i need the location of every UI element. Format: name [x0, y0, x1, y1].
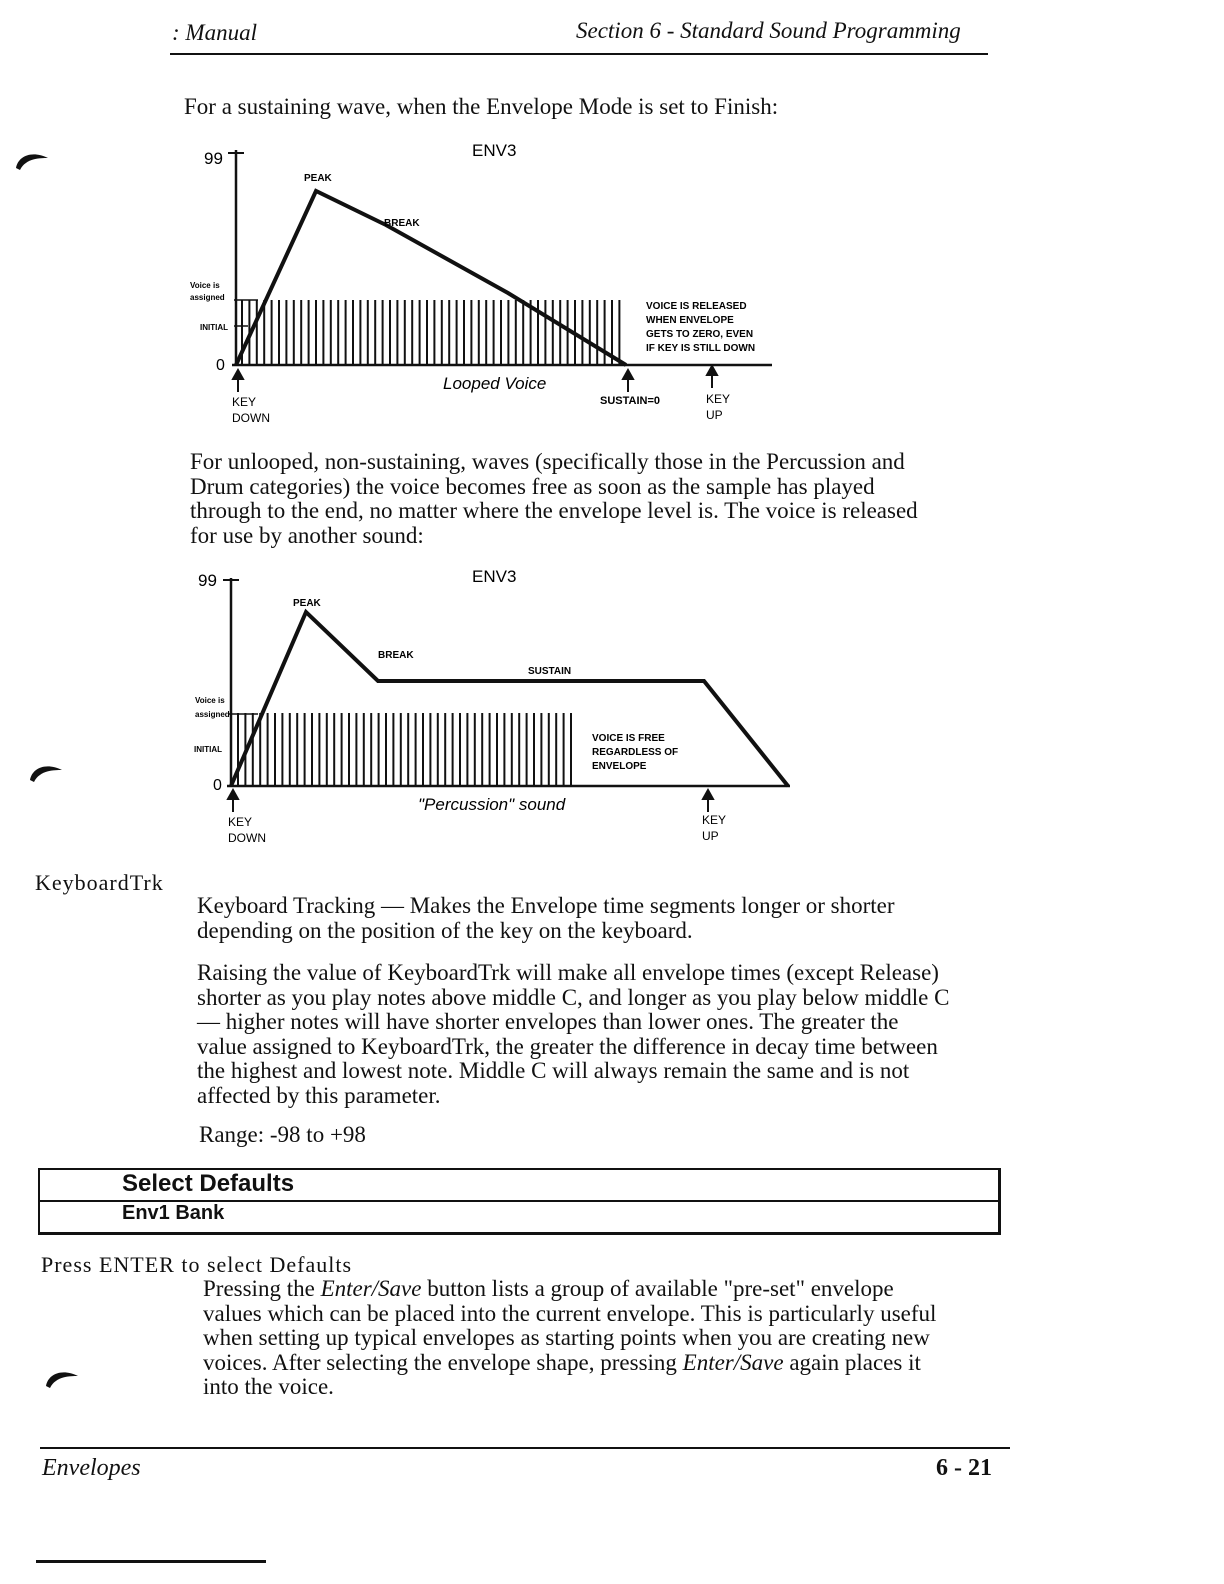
press-enter-line-4-pre: voices. After selecting the envelope shape, pressing: [203, 1349, 683, 1375]
keyboardtrk-range: Range: -98 to +98: [199, 1122, 366, 1147]
sustain-zero-label: SUSTAIN=0: [600, 395, 661, 407]
key-down-label-2: DOWN: [232, 411, 270, 425]
press-enter-line-1-pre: Pressing the: [203, 1276, 321, 1301]
key-up-label-2: UP: [702, 829, 719, 843]
note-line-3: ENVELOPE: [592, 761, 647, 772]
y-max-label: 99: [198, 571, 217, 590]
y-zero-label: 0: [216, 357, 225, 374]
key-up-label-1: KEY: [702, 813, 727, 827]
press-enter-line-2: values which can be placed into the current envelope. This is particularly useful: [203, 1300, 937, 1326]
diagram-caption: Looped Voice: [443, 374, 547, 393]
keyboardtrk-body-line-5: the highest and lowest note. Middle C will always remain the same and is not: [197, 1058, 910, 1083]
header-manual-title: : Manual: [172, 20, 257, 45]
break-label: BREAK: [384, 218, 420, 229]
key-up-label-2: UP: [706, 408, 723, 422]
note-line-2: REGARDLESS OF: [592, 747, 679, 758]
press-enter-line-4-post: again places it: [783, 1349, 921, 1375]
note-line-4: IF KEY IS STILL DOWN: [646, 343, 756, 354]
keyboardtrk-desc-line-1: Keyboard Tracking — Makes the Envelope time segments longer or shorter: [197, 893, 895, 918]
y-max-label: 99: [204, 149, 223, 168]
press-enter-line-3: when setting up typical envelopes as starting points when you are creating new: [203, 1325, 930, 1350]
note-line-2: WHEN ENVELOPE: [646, 315, 734, 326]
key-up-label-1: KEY: [706, 392, 731, 406]
sustain-label: SUSTAIN: [528, 666, 572, 677]
voice-assigned-label-2: assigned: [190, 293, 225, 302]
peak-label: PEAK: [293, 598, 321, 609]
press-enter-heading: Press ENTER to select Defaults: [41, 1252, 353, 1277]
header-section-title: Section 6 - Standard Sound Programming: [576, 18, 961, 43]
press-enter-line-4: [203, 1351, 936, 1376]
press-enter-line-1: [203, 1277, 936, 1302]
enter-save-button-ref-1: Enter/Save: [320, 1276, 422, 1301]
press-enter-line-5: into the voice.: [203, 1374, 334, 1399]
unlooped-line-2: Drum categories) the voice becomes free as soon as the sample has played: [190, 473, 875, 499]
keyboardtrk-body-line-1: Raising the value of KeyboardTrk will make all envelope times (except Release): [197, 960, 939, 985]
unlooped-line-1: For unlooped, non-sustaining, waves (specifically those in the Percussion and: [190, 449, 905, 474]
break-label: BREAK: [378, 650, 414, 661]
keyboardtrk-desc-line-2: depending on the position of the key on the keyboard.: [197, 917, 693, 943]
keyboardtrk-body-line-2: shorter as you play notes above middle C, and longer as you play below middle C: [197, 984, 950, 1010]
footer-page-number: 6 - 21: [936, 1455, 992, 1481]
keyboardtrk-body-line-6: affected by this parameter.: [197, 1082, 441, 1108]
select-defaults-title: Select Defaults: [122, 1170, 295, 1197]
peak-label: PEAK: [304, 173, 332, 184]
envelope-curve: [231, 612, 788, 786]
unlooped-line-3: through to the end, no matter where the envelope level is. The voice is released: [190, 498, 918, 523]
voice-assigned-label-1: Voice is: [195, 696, 225, 705]
intro-text: For a sustaining wave, when the Envelope Mode is set to Finish:: [184, 94, 779, 119]
binder-mark-icon: [14, 150, 50, 170]
keyboardtrk-body: [197, 961, 949, 1108]
initial-label: INITIAL: [200, 323, 228, 332]
binder-mark-icon: [28, 762, 64, 782]
keyboardtrk-description: [197, 894, 895, 943]
note-line-3: GETS TO ZERO, EVEN: [646, 329, 754, 340]
voice-assigned-hatch: [242, 300, 619, 365]
unlooped-paragraph: [190, 450, 918, 548]
envelope-diagram-percussion: [0, 560, 1224, 850]
press-enter-line-1-post: button lists a group of available "pre-set" envelope: [421, 1276, 894, 1301]
unlooped-line-4: for use by another sound:: [190, 522, 424, 548]
diagram-title: ENV3: [472, 141, 517, 160]
voice-assigned-label-2: assigned: [195, 710, 230, 719]
scan-bottom-rule: [36, 1560, 266, 1563]
select-defaults-display: [38, 1168, 1001, 1235]
keyboardtrk-body-line-4: value assigned to KeyboardTrk, the greater the difference in decay time between: [197, 1033, 938, 1059]
keyboardtrk-body-line-3: — higher notes will have shorter envelopes than lower ones. The greater the: [197, 1009, 899, 1034]
footer-chapter: Envelopes: [42, 1455, 141, 1481]
initial-label: INITIAL: [194, 745, 222, 754]
binder-mark-icon: [44, 1368, 80, 1388]
diagram-title: ENV3: [472, 567, 517, 586]
note-line-1: VOICE IS RELEASED: [646, 301, 747, 312]
envelope-diagram-looped: [0, 0, 1224, 440]
note-line-1: VOICE IS FREE: [592, 733, 665, 744]
key-down-label-1: KEY: [232, 395, 257, 409]
select-defaults-value: Env1 Bank: [122, 1202, 225, 1224]
footer-rule: [40, 1447, 1010, 1449]
press-enter-body: [203, 1277, 936, 1400]
voice-free-hatch: [238, 713, 571, 786]
key-down-label-2: DOWN: [228, 831, 266, 845]
enter-save-button-ref-2: Enter/Save: [682, 1349, 784, 1375]
y-zero-label: 0: [213, 777, 222, 794]
keyboardtrk-heading: KeyboardTrk: [35, 870, 164, 895]
diagram-caption: "Percussion" sound: [418, 795, 566, 814]
key-down-label-1: KEY: [228, 815, 253, 829]
voice-assigned-label-1: Voice is: [190, 281, 220, 290]
